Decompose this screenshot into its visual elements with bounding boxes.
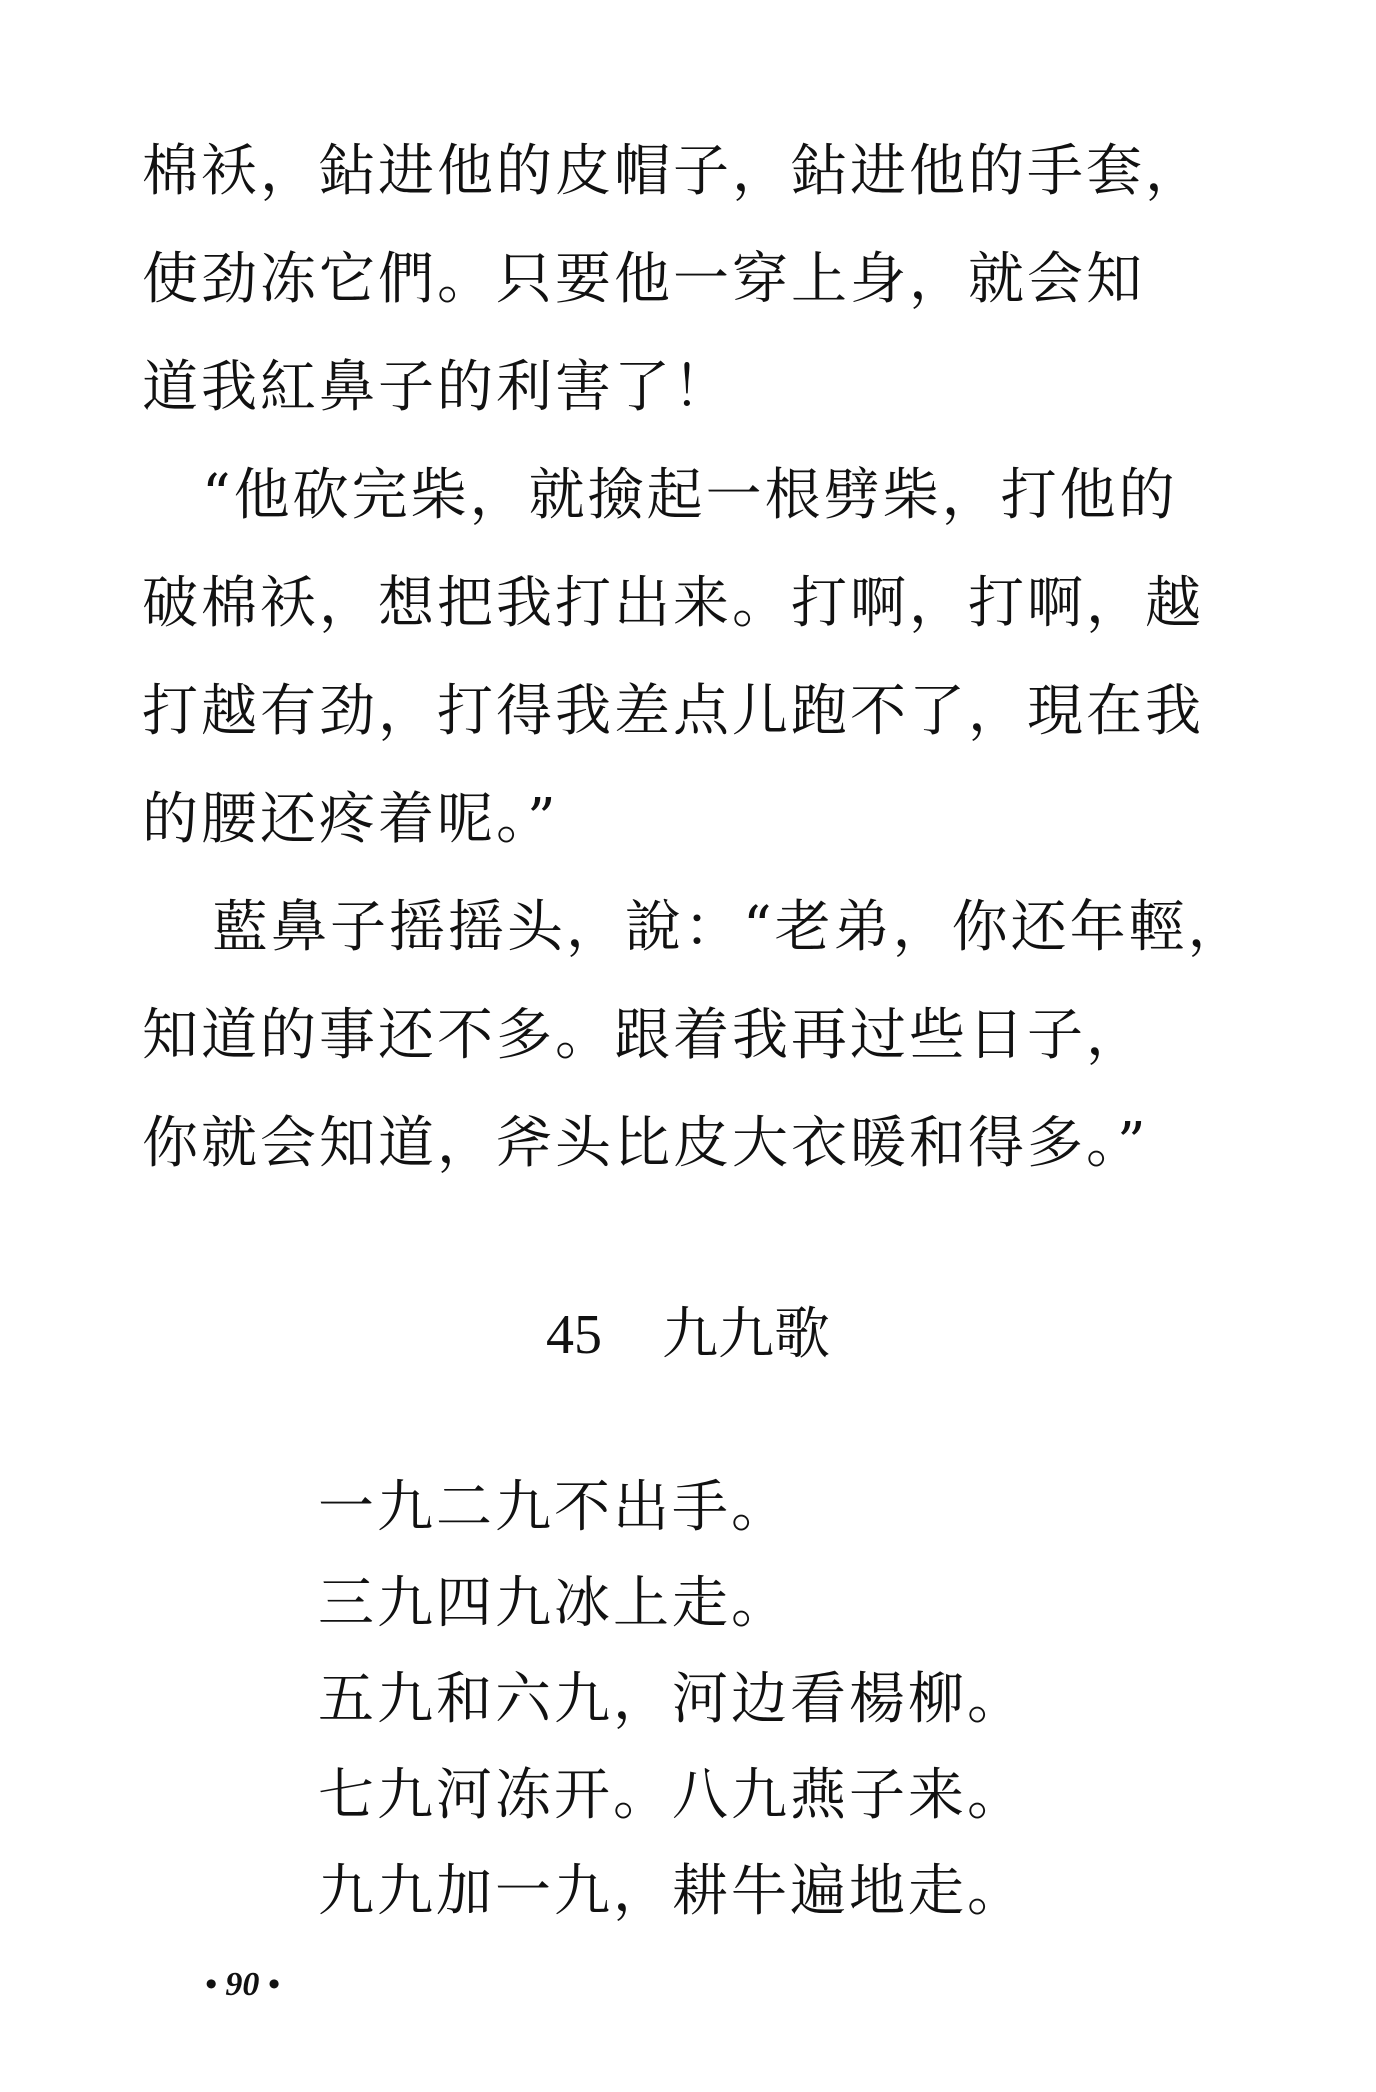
text-line: 使劲冻它們。只要他一穿上身，就会知: [142, 247, 1145, 312]
text-line: 你就会知道，斧头比皮大衣暖和得多。”: [142, 1111, 1149, 1176]
section-number: 45: [546, 1304, 602, 1366]
verse-line: 九九加一九，耕牛遍地走。: [318, 1859, 1026, 1924]
rhyme-verses: [318, 1460, 1218, 1940]
verse-line: 七九河冻开。八九燕子来。: [318, 1763, 1026, 1828]
text-line: 知道的事还不多。跟着我再过些日子，: [142, 1003, 1145, 1068]
section-title: 九九歌: [662, 1302, 830, 1367]
text-line: 打越有劲，打得我差点儿跑不了，現在我: [142, 679, 1204, 744]
verse-line: 一九二九不出手。: [318, 1475, 790, 1540]
verse-line: 五九和六九，河边看楊柳。: [318, 1667, 1026, 1732]
verse-line: 三九四九冰上走。: [318, 1571, 790, 1636]
page-number: • 90 •: [205, 1966, 280, 2003]
text-line: “他砍完柴，就撿起一根劈柴，打他的: [202, 463, 1178, 528]
section-heading: [0, 1290, 1376, 1380]
text-line: 藍鼻子摇摇头，說：“老弟，你还年輕，: [212, 895, 1247, 960]
text-line: 道我紅鼻子的利害了！: [142, 355, 732, 420]
text-line: 的腰还疼着呢。”: [142, 787, 559, 852]
text-line: 破棉袄，想把我打出来。打啊，打啊，越: [142, 571, 1204, 636]
story-text: [142, 118, 1262, 1198]
text-line: 棉袄，鉆进他的皮帽子，鉆进他的手套，: [142, 139, 1204, 204]
